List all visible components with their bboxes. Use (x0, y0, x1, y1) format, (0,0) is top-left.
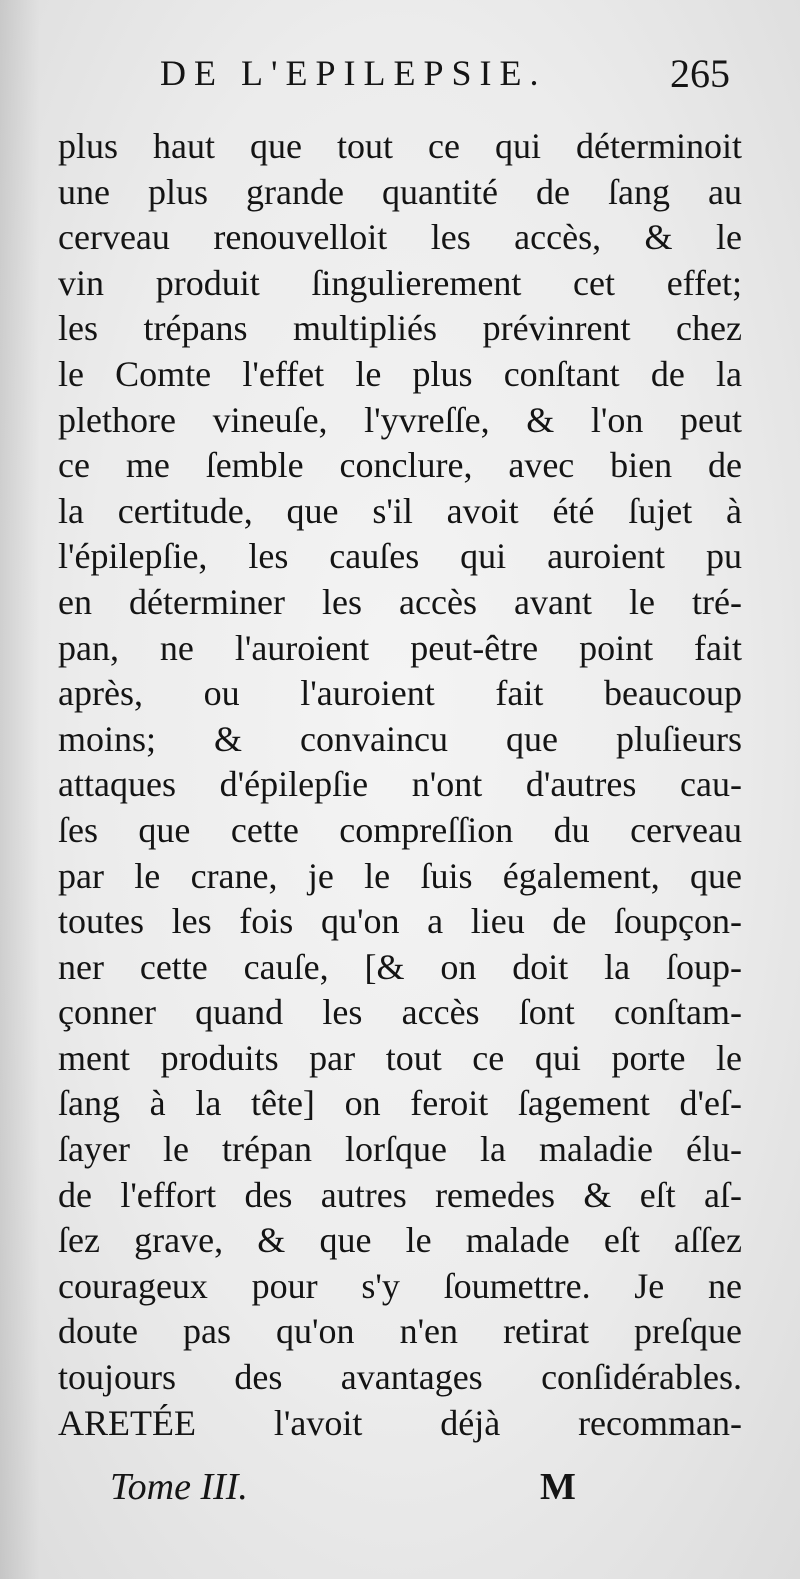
text-line: plus haut que tout ce qui déterminoit (58, 126, 742, 166)
text-line: par le crane, je le ſuis également, que (58, 855, 742, 896)
text-line: de l'effort des autres remedes & eſt aſ- (58, 1174, 742, 1215)
page-number: 265 (670, 51, 730, 96)
text-line: la certitude, que s'il avoit été ſujet à (58, 490, 742, 531)
text-line: ſayer le trépan lorſque la maladie élu- (58, 1129, 742, 1170)
page-footer (110, 1465, 710, 1525)
text-line: une plus grande quantité de ſang au (58, 171, 742, 212)
text-line: vin produit ſingulierement cet effet; (58, 262, 742, 303)
text-line: ARETÉE l'avoit déjà recomman- (58, 1402, 742, 1443)
page-header (160, 42, 760, 102)
text-line: après, ou l'auroient fait beaucoup (58, 673, 742, 714)
text-line: le Comte l'effet le plus conſtant de la (58, 353, 742, 394)
volume-signature: Tome III. (110, 1466, 248, 1508)
text-line: plethore vineuſe, l'yvreſſe, & l'on peut (58, 399, 742, 440)
text-line: ner cette cauſe, [& on doit la ſoup- (58, 946, 742, 987)
text-line: ce me ſemble conclure, avec bien de (58, 445, 742, 486)
text-line: les trépans multipliés prévinrent chez (58, 308, 742, 349)
text-line: doute pas qu'on n'en retirat preſque (58, 1311, 742, 1352)
text-line: l'épilepſie, les cauſes qui auroient pu (58, 536, 742, 577)
text-line: toujours des avantages conſidérables. (58, 1357, 742, 1398)
text-line: attaques d'épilepſie n'ont d'autres cau- (58, 764, 742, 805)
body-text (58, 124, 742, 1446)
gathering-signature-mark: M (540, 1466, 576, 1508)
page-edge-shadow (0, 0, 40, 1579)
text-line: en déterminer les accès avant le tré- (58, 581, 742, 622)
text-line: cerveau renouvelloit les accès, & le (58, 217, 742, 258)
running-head: DE L'EPILEPSIE. (160, 53, 547, 93)
text-line: ſez grave, & que le malade eſt aſſez (58, 1220, 742, 1261)
text-line: moins; & convaincu que pluſieurs (58, 718, 742, 759)
text-line: ſang à la tête] on feroit ſagement d'eſ- (58, 1083, 742, 1124)
text-line: çonner quand les accès ſont conſtam- (58, 992, 742, 1033)
text-line: ſes que cette compreſſion du cerveau (58, 809, 742, 850)
text-line: ment produits par tout ce qui porte le (58, 1037, 742, 1078)
text-line: courageux pour s'y ſoumettre. Je ne (58, 1265, 742, 1306)
text-line: toutes les fois qu'on a lieu de ſoupçon- (58, 901, 742, 942)
text-line: pan, ne l'auroient peut-être point fait (58, 627, 742, 668)
